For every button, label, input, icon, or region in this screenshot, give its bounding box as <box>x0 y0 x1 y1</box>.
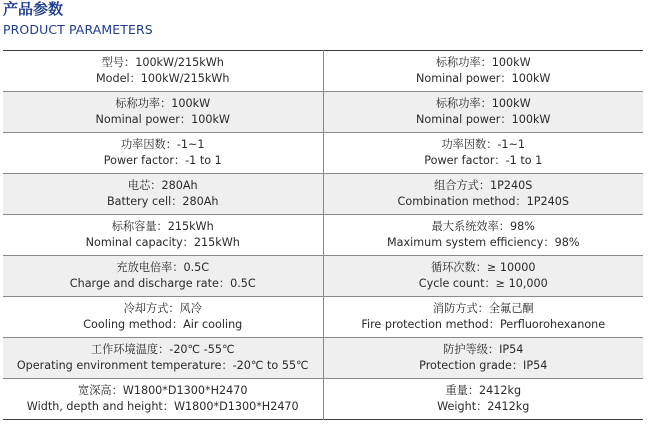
parameter-label-cn: 宽深高：W1800*D1300*H2470 <box>78 384 248 397</box>
parameter-cell-operating-temperature <box>3 338 323 379</box>
table-row <box>3 174 643 215</box>
parameter-cell-battery-cell <box>3 174 323 215</box>
parameter-cell-max-efficiency <box>323 215 643 256</box>
parameter-label-en: Nominal capacity：215kWh <box>85 236 240 249</box>
parameter-label-en: Nominal power：100kW <box>416 113 551 126</box>
parameter-label-en: Protection grade：IP54 <box>419 359 548 372</box>
parameter-cell-cycle-count <box>323 256 643 297</box>
parameter-cell-nominal-power <box>323 92 643 133</box>
parameter-label-en: Cooling method：Air cooling <box>83 318 243 331</box>
parameter-label-cn: 防护等级：IP54 <box>443 343 524 356</box>
parameter-label-en: Battery cell：280Ah <box>107 195 219 208</box>
parameter-cell-model <box>3 51 323 92</box>
parameter-label-cn: 充放电倍率：0.5C <box>116 261 210 274</box>
parameter-label-cn: 消防方式：全氟己酮 <box>432 302 534 315</box>
table-row <box>3 379 643 420</box>
table-row <box>3 338 643 379</box>
parameter-label-en: Charge and discharge rate：0.5C <box>69 277 256 290</box>
parameter-cell-power-factor <box>3 133 323 174</box>
parameter-label-en: Nominal power：100kW <box>95 113 230 126</box>
page-title-en: PRODUCT PARAMETERS <box>3 22 153 37</box>
parameter-label-en: Weight：2412kg <box>437 400 530 413</box>
parameter-cell-nominal-power <box>323 51 643 92</box>
parameter-cell-dimensions <box>3 379 323 420</box>
parameter-label-en: Power factor：-1 to 1 <box>424 154 543 167</box>
parameter-label-cn: 组合方式：1P240S <box>434 179 533 192</box>
parameter-label-en: Combination method：1P240S <box>397 195 569 208</box>
parameter-cell-protection-grade <box>323 338 643 379</box>
table-row <box>3 256 643 297</box>
parameter-label-cn: 功率因数：-1~1 <box>120 138 205 151</box>
parameter-label-cn: 重量：2412kg <box>445 384 522 397</box>
parameters-table <box>3 50 643 420</box>
parameter-label-en: Operating environment temperature：-20℃ to 55℃ <box>16 359 309 372</box>
parameter-label-cn: 标称功率：100kW <box>435 56 531 69</box>
parameter-label-cn: 循环次数：≥ 10000 <box>431 261 536 274</box>
parameter-label-cn: 最大系统效率：98% <box>431 220 535 233</box>
parameter-label-cn: 标称容量：215kWh <box>111 220 214 233</box>
parameter-cell-power-factor <box>323 133 643 174</box>
parameter-cell-weight <box>323 379 643 420</box>
parameter-label-en: Cycle count：≥ 10,000 <box>418 277 548 290</box>
table-row <box>3 51 643 92</box>
parameter-cell-cooling-method <box>3 297 323 338</box>
parameter-cell-fire-protection <box>323 297 643 338</box>
table-row <box>3 133 643 174</box>
parameter-cell-charge-rate <box>3 256 323 297</box>
parameter-label-cn: 电芯：280Ah <box>127 179 198 192</box>
parameter-label-cn: 冷却方式：风冷 <box>123 302 202 315</box>
parameter-label-en: Width, depth and height：W1800*D1300*H2470 <box>26 400 299 413</box>
parameter-label-cn: 功率因数：-1~1 <box>441 138 526 151</box>
parameter-label-cn: 标称功率：100kW <box>435 97 531 110</box>
parameter-label-cn: 工作环境温度：-20℃ -55℃ <box>90 343 235 356</box>
page-title-cn: 产品参数 <box>3 0 64 18</box>
parameter-label-en: Model：100kW/215kWh <box>96 72 230 85</box>
parameter-label-en: Power factor：-1 to 1 <box>103 154 222 167</box>
parameter-label-en: Maximum system efficiency：98% <box>387 236 580 249</box>
parameter-label-en: Nominal power：100kW <box>416 72 551 85</box>
parameter-cell-nominal-capacity <box>3 215 323 256</box>
parameter-label-cn: 型号：100kW/215kWh <box>101 56 224 69</box>
parameter-label-cn: 标称功率：100kW <box>115 97 211 110</box>
table-row <box>3 215 643 256</box>
parameter-cell-nominal-power <box>3 92 323 133</box>
parameter-label-en: Fire protection method：Perfluorohexanone <box>361 318 606 331</box>
table-row <box>3 297 643 338</box>
parameter-cell-combination-method <box>323 174 643 215</box>
table-row <box>3 92 643 133</box>
